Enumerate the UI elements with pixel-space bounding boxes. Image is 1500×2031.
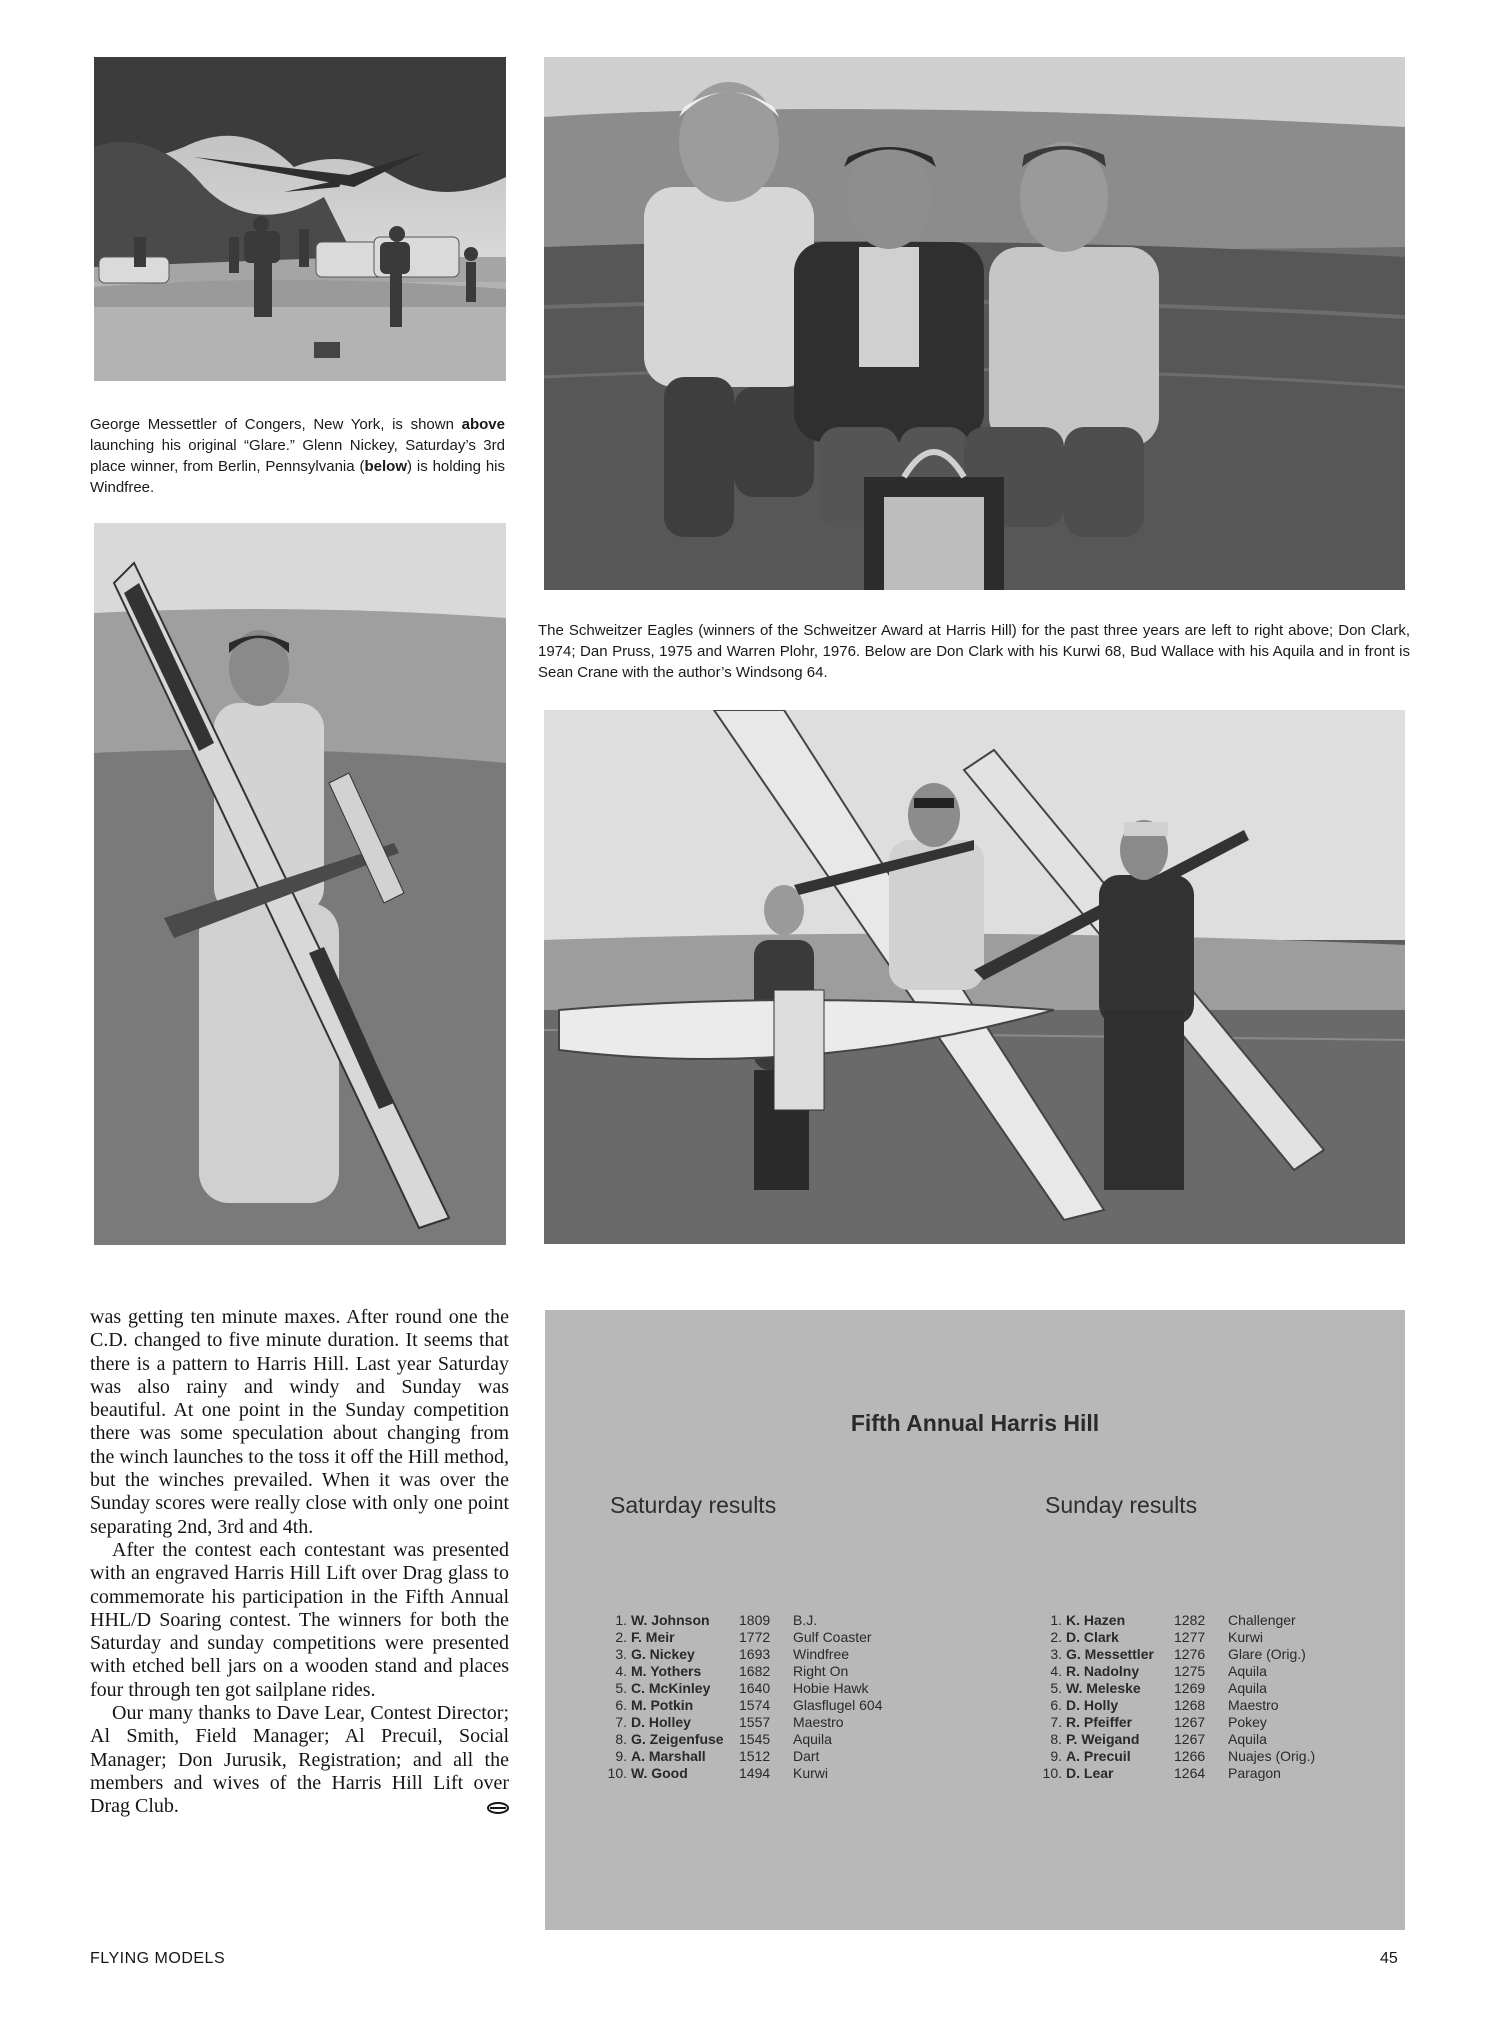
results-name: W. Good <box>631 1765 688 1781</box>
end-of-article-icon <box>465 1797 509 1820</box>
results-score: 1512 <box>739 1748 771 1764</box>
results-name: R. Nadolny <box>1066 1663 1140 1679</box>
results-rank: 6. <box>615 1697 627 1713</box>
caption-schweitzer-eagles: The Schweitzer Eagles (winners of the Schweitzer Award at Harris Hill) for the past three years are left to right above; Don Clark, 1974; Dan Pruss, 1975 and Warren Plohr, 1976. Below are Don Clark with his Kurwi 68, Bud Wallace with his Aquila and in front is Sean Crane with the author’s Windsong 64. <box>538 622 1410 681</box>
results-name: R. Pfeiffer <box>1066 1714 1133 1730</box>
article-paragraph-text: Our many thanks to Dave Lear, Contest Director; Al Smith, Field Manager; Al Precuil, Social Manager; Don Jurusik, Registration; and all the members and wives of the Harris Hill Lift over Drag Club. <box>90 1702 509 1818</box>
results-row <box>605 1629 883 1646</box>
results-rank: 2. <box>615 1629 627 1645</box>
results-row <box>605 1731 883 1748</box>
results-score: 1693 <box>739 1646 771 1662</box>
results-name: M. Yothers <box>631 1663 702 1679</box>
results-row <box>605 1646 883 1663</box>
saturday-results-heading: Saturday results <box>610 1492 777 1518</box>
results-score: 1682 <box>739 1663 771 1679</box>
results-plane: Challenger <box>1228 1612 1296 1628</box>
article-paragraph <box>90 1702 509 1818</box>
results-score: 1809 <box>739 1612 771 1628</box>
results-row <box>1040 1612 1315 1629</box>
results-score: 1545 <box>739 1731 771 1747</box>
results-score: 1269 <box>1174 1680 1206 1696</box>
results-rank: 4. <box>1050 1663 1062 1679</box>
results-name: D. Holley <box>631 1714 691 1730</box>
results-plane: Kurwi <box>793 1765 829 1781</box>
results-name: M. Potkin <box>631 1697 694 1713</box>
results-name: A. Precuil <box>1066 1748 1131 1764</box>
results-score: 1276 <box>1174 1646 1206 1662</box>
caption-text: George Messettler of Congers, New York, is shown <box>90 416 454 433</box>
results-plane: Glasflugel 604 <box>793 1697 883 1713</box>
results-row <box>1040 1765 1315 1782</box>
sunday-results-heading: Sunday results <box>1045 1492 1198 1518</box>
results-row <box>1040 1714 1315 1731</box>
results-rank: 10. <box>1042 1765 1062 1781</box>
results-name: G. Messettler <box>1066 1646 1154 1662</box>
results-plane: Windfree <box>793 1646 850 1662</box>
results-row <box>605 1748 883 1765</box>
article-body <box>90 1306 509 1821</box>
results-rank: 1. <box>615 1612 627 1628</box>
results-plane: Aquila <box>1228 1680 1267 1696</box>
results-plane: Paragon <box>1228 1765 1281 1781</box>
caption-bold-below: below <box>364 458 407 475</box>
results-plane: Kurwi <box>1228 1629 1264 1645</box>
results-plane: Aquila <box>1228 1731 1267 1747</box>
caption-text: launching his original “Glare.” Glenn Nickey, Saturday’s 3rd place winner, from Berlin, Pennsylvania ( <box>90 437 505 475</box>
magazine-name: FLYING MODELS <box>90 1950 226 1967</box>
saturday-results-table <box>605 1612 883 1782</box>
results-name: F. Meir <box>631 1629 675 1645</box>
results-name: G. Nickey <box>631 1646 695 1662</box>
results-rank: 7. <box>615 1714 627 1730</box>
results-row <box>1040 1680 1315 1697</box>
results-name: D. Lear <box>1066 1765 1114 1781</box>
photo-nickey-windfree <box>94 523 506 1245</box>
results-score: 1266 <box>1174 1748 1206 1764</box>
results-name: C. McKinley <box>631 1680 711 1696</box>
sunday-results-table <box>1040 1612 1315 1782</box>
results-title: Fifth Annual Harris Hill <box>850 1410 1100 1436</box>
caption-text: ) is holding his Windfree. <box>90 458 505 496</box>
results-rank: 5. <box>615 1680 627 1696</box>
photo-kurwi-aquila-windsong <box>544 710 1405 1244</box>
caption-bold-above: above <box>461 416 505 433</box>
results-score: 1494 <box>739 1765 771 1781</box>
results-row <box>605 1663 883 1680</box>
results-row <box>1040 1629 1315 1646</box>
results-plane: B.J. <box>793 1612 818 1628</box>
results-row <box>605 1714 883 1731</box>
results-rank: 5. <box>1050 1680 1062 1696</box>
results-rank: 9. <box>1050 1748 1062 1764</box>
results-score: 1275 <box>1174 1663 1206 1679</box>
results-rank: 3. <box>1050 1646 1062 1662</box>
results-row <box>605 1612 883 1629</box>
results-rank: 3. <box>615 1646 627 1662</box>
results-row <box>605 1697 883 1714</box>
results-plane: Glare (Orig.) <box>1228 1646 1306 1662</box>
caption-messettler-nickey <box>90 414 505 498</box>
results-name: K. Hazen <box>1066 1612 1126 1628</box>
results-row <box>1040 1731 1315 1748</box>
results-score: 1267 <box>1174 1714 1206 1730</box>
results-rank: 7. <box>1050 1714 1062 1730</box>
article-paragraph: After the contest each contestant was presented with an engraved Harris Hill Lift over Drag glass to commemorate his participation in the Fifth Annual HHL/D Soaring contest. The winners for both the Saturday and sunday competitions were presented with etched bell jars on a wooden stand and places four through ten got sailplane rides. <box>90 1538 509 1701</box>
results-row <box>1040 1663 1315 1680</box>
results-rank: 8. <box>1050 1731 1062 1747</box>
results-score: 1772 <box>739 1629 771 1645</box>
results-rank: 6. <box>1050 1697 1062 1713</box>
results-score: 1268 <box>1174 1697 1206 1713</box>
results-name: W. Meleske <box>1066 1680 1141 1696</box>
results-row <box>1040 1646 1315 1663</box>
results-plane: Pokey <box>1228 1714 1267 1730</box>
results-panel <box>545 1310 1405 1930</box>
results-name: G. Zeigenfuse <box>631 1731 724 1747</box>
results-name: A. Marshall <box>631 1748 706 1764</box>
results-rank: 8. <box>615 1731 627 1747</box>
results-score: 1277 <box>1174 1629 1206 1645</box>
results-plane: Nuajes (Orig.) <box>1228 1748 1316 1764</box>
results-name: W. Johnson <box>631 1612 710 1628</box>
results-plane: Aquila <box>793 1731 832 1747</box>
results-rank: 2. <box>1050 1629 1062 1645</box>
article-paragraph: was getting ten minute maxes. After round one the C.D. changed to five minute duration. It seems that there is a pattern to Harris Hill. Last year Saturday was also rainy and windy and Sunday was beautiful. At one point in the Sunday competition there was some speculation about changing from the winch launches to the toss it off the Hill method, but the winches prevailed. When it was over the Sunday scores were really close with only one point separating 2nd, 3rd and 4th. <box>90 1306 510 1538</box>
results-score: 1264 <box>1174 1765 1206 1781</box>
results-rank: 1. <box>1050 1612 1062 1628</box>
results-row <box>605 1680 883 1697</box>
results-row <box>1040 1697 1315 1714</box>
results-name: D. Holly <box>1066 1697 1119 1713</box>
results-rank: 4. <box>615 1663 627 1679</box>
photo-messettler-launch <box>94 57 506 381</box>
page-number: 45 <box>1380 1950 1398 1967</box>
results-score: 1282 <box>1174 1612 1206 1628</box>
results-row <box>1040 1748 1315 1765</box>
results-rank: 9. <box>615 1748 627 1764</box>
results-rank: 10. <box>607 1765 627 1781</box>
results-plane: Hobie Hawk <box>793 1680 869 1696</box>
photo-schweitzer-eagles <box>544 57 1405 590</box>
results-plane: Right On <box>793 1663 849 1679</box>
results-plane: Maestro <box>793 1714 844 1730</box>
results-name: D. Clark <box>1066 1629 1119 1645</box>
results-name: P. Weigand <box>1066 1731 1140 1747</box>
results-score: 1267 <box>1174 1731 1206 1747</box>
results-score: 1574 <box>739 1697 771 1713</box>
results-row <box>605 1765 883 1782</box>
results-score: 1557 <box>739 1714 771 1730</box>
results-plane: Maestro <box>1228 1697 1279 1713</box>
results-plane: Gulf Coaster <box>793 1629 872 1645</box>
results-plane: Aquila <box>1228 1663 1267 1679</box>
results-score: 1640 <box>739 1680 771 1696</box>
results-plane: Dart <box>793 1748 820 1764</box>
